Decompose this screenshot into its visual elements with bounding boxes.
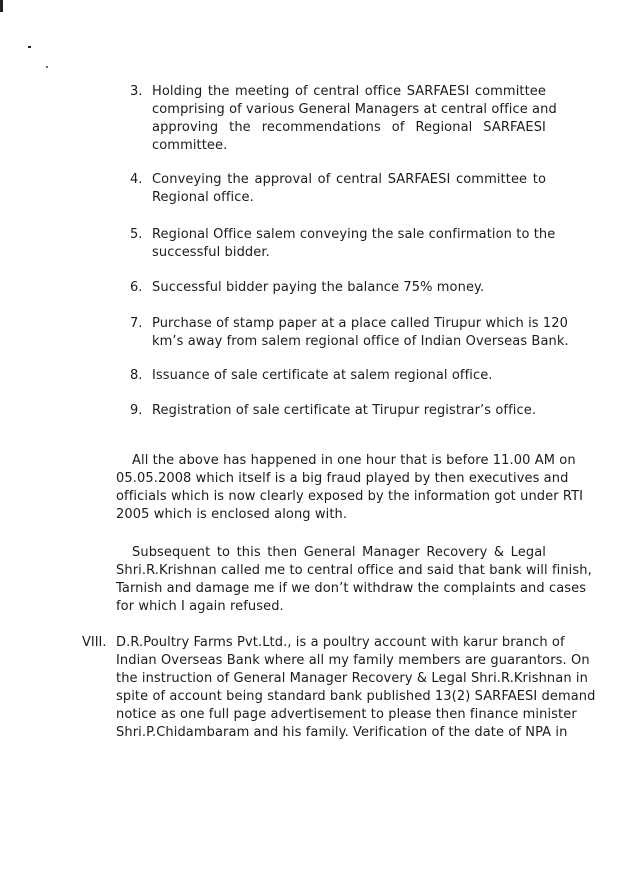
section-text-line: Shri.P.Chidambaram and his family. Verification of the date of NPA in [116, 725, 568, 740]
list-item-text-line: Conveying the approval of central SARFAESI committee to [152, 172, 546, 187]
list-item-number: 9. [130, 403, 143, 418]
list-item-text-line: committee. [152, 138, 228, 153]
list-item-number: 7. [130, 316, 143, 331]
section-text-line: Indian Overseas Bank where all my family members are guarantors. On [116, 653, 590, 668]
paragraph-line: officials which is now clearly exposed by the information got under RTI [116, 489, 584, 504]
paragraph-line: 05.05.2008 which itself is a big fraud played by then executives and [116, 471, 569, 486]
list-item-text-line: Issuance of sale certificate at salem regional office. [152, 368, 493, 383]
paragraph-line: Shri.R.Krishnan called me to central office and said that bank will finish, [116, 563, 592, 578]
section-numeral: VIII. [82, 635, 107, 650]
section-text-line: D.R.Poultry Farms Pvt.Ltd., is a poultry account with karur branch of [116, 635, 565, 650]
list-item-text-line: Regional office. [152, 190, 254, 205]
list-item-text-line: Holding the meeting of central office SARFAESI committee [152, 84, 546, 99]
paragraph-line: All the above has happened in one hour that is before 11.00 AM on [132, 453, 576, 468]
paragraph-line: Tarnish and damage me if we don’t withdraw the complaints and cases [116, 581, 587, 596]
list-item-text-line: successful bidder. [152, 245, 270, 260]
list-item-text-line: Purchase of stamp paper at a place called Tirupur which is 120 [152, 316, 569, 331]
list-item-text-line: Successful bidder paying the balance 75% money. [152, 280, 485, 295]
list-item-text-line: Registration of sale certificate at Tirupur registrar’s office. [152, 403, 537, 418]
section-text-line: spite of account being standard bank published 13(2) SARFAESI demand [116, 689, 596, 704]
scan-speck [46, 66, 48, 68]
section-text-line: notice as one full page advertisement to please then finance minister [116, 707, 577, 722]
scan-speck [28, 46, 31, 48]
list-item-text-line: km’s away from salem regional office of Indian Overseas Bank. [152, 334, 569, 349]
section-text-line: the instruction of General Manager Recovery & Legal Shri.R.Krishnan in [116, 671, 588, 686]
list-item-number: 5. [130, 227, 143, 242]
list-item-number: 4. [130, 172, 143, 187]
paragraph-line: for which I again refused. [116, 599, 284, 614]
list-item-number: 3. [130, 84, 143, 99]
list-item-text-line: Regional Office salem conveying the sale confirmation to the [152, 227, 556, 242]
list-item-number: 6. [130, 280, 143, 295]
scan-edge-mark [0, 0, 3, 12]
paragraph-line: Subsequent to this then General Manager Recovery & Legal [132, 545, 546, 560]
list-item-text-line: comprising of various General Managers at central office and [152, 102, 557, 117]
list-item-number: 8. [130, 368, 143, 383]
paragraph-line: 2005 which is enclosed along with. [116, 507, 348, 522]
list-item-text-line: approving the recommendations of Regional SARFAESI [152, 120, 546, 135]
